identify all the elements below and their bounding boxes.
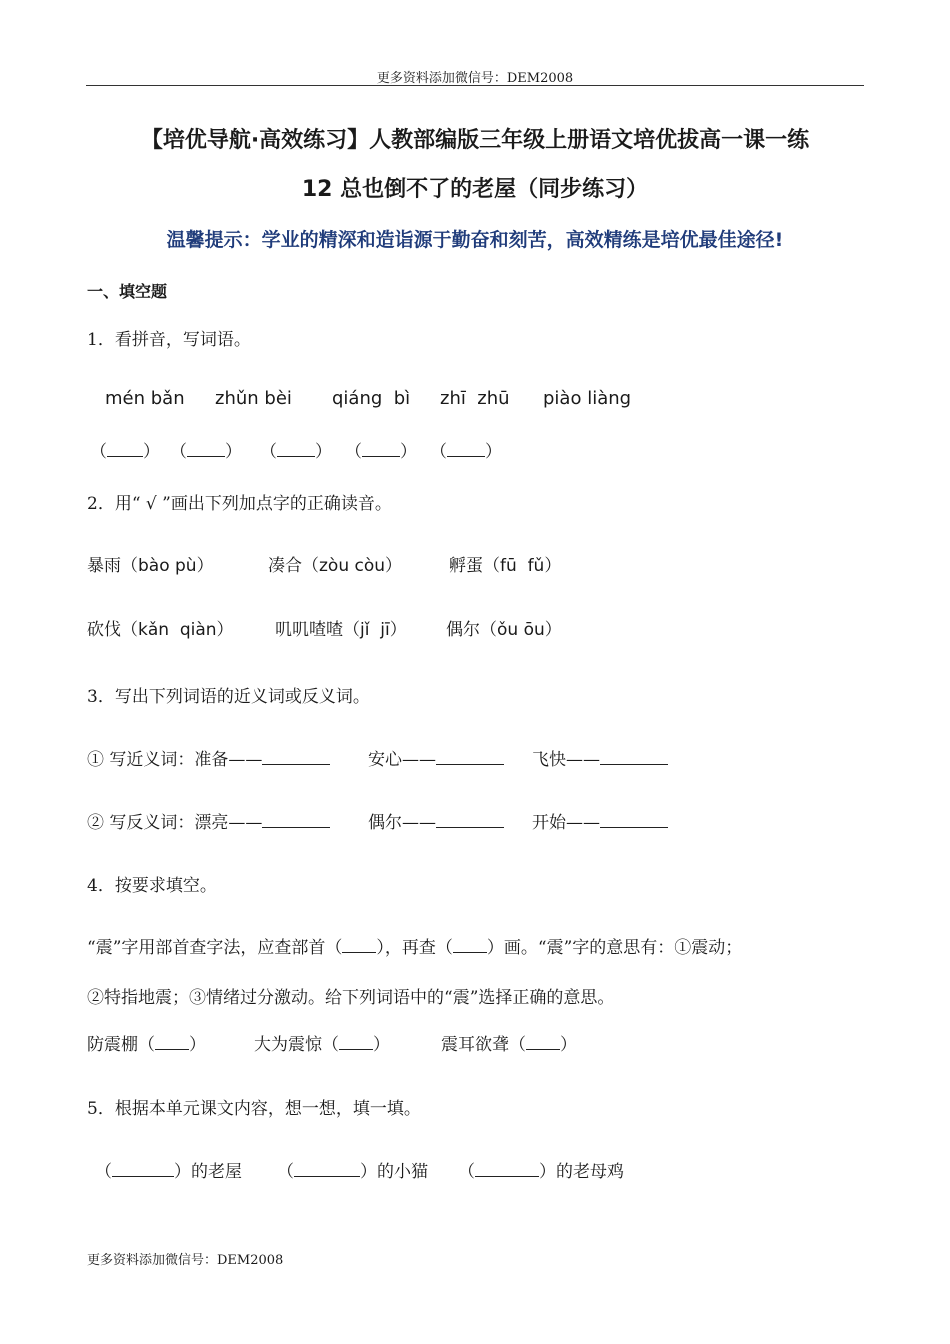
answer-line[interactable]: [436, 813, 504, 828]
row-label: ② 写反义词：: [87, 813, 195, 833]
answer-line[interactable]: [436, 750, 504, 765]
blank-line[interactable]: [187, 442, 225, 457]
close-paren: ）: [143, 442, 160, 462]
text-segment: ），再查（: [376, 938, 453, 958]
close-paren: ）: [373, 1035, 390, 1055]
fill-blank[interactable]: [475, 1162, 539, 1177]
synonym-item: [368, 745, 504, 770]
pinyin-1: mén bǎn: [105, 388, 185, 409]
fill-item: [95, 1157, 242, 1182]
item-word: 孵蛋: [449, 556, 483, 576]
word-prompt: 飞快——: [532, 750, 600, 770]
answer-line[interactable]: [600, 750, 668, 765]
close-paren: ）: [485, 442, 502, 462]
item-pinyin[interactable]: （kǎn qiàn）: [121, 620, 234, 640]
reading-item: [87, 615, 234, 640]
close-paren: ）: [315, 442, 332, 462]
meaning-blank[interactable]: [155, 1035, 189, 1050]
pinyin-5: piào liàng: [543, 388, 632, 409]
meaning-item: [441, 1030, 577, 1055]
reading-item: [268, 551, 402, 576]
synonym-item: [532, 745, 668, 770]
answer-blank-5[interactable]: [430, 437, 502, 462]
header-divider: [86, 85, 864, 86]
close-paren: ）: [225, 442, 242, 462]
section-heading: 一、填空题: [87, 282, 168, 301]
answer-blank-1[interactable]: [90, 437, 160, 462]
question-4-line2: ②特指地震；③情绪过分激动。给下列词语中的“震”选择正确的意思。: [87, 988, 615, 1008]
item-word: 砍伐: [87, 620, 121, 640]
answer-blank-2[interactable]: [170, 437, 242, 462]
reading-item: [446, 615, 562, 640]
item-word: 叽叽喳喳: [275, 620, 343, 640]
meaning-item: [254, 1030, 390, 1055]
answer-line[interactable]: [262, 813, 330, 828]
meaning-blank[interactable]: [526, 1035, 560, 1050]
open-paren: （: [95, 1162, 112, 1182]
answer-line[interactable]: [262, 750, 330, 765]
reading-item: [87, 551, 214, 576]
item-pinyin[interactable]: （fū fǔ）: [483, 556, 562, 576]
item-word: 暴雨: [87, 556, 121, 576]
pinyin-4: zhī zhū: [440, 388, 510, 409]
open-paren: （: [170, 442, 187, 462]
item-pinyin[interactable]: （zòu còu）: [302, 556, 403, 576]
item-word: 震耳欲聋（: [441, 1035, 526, 1055]
radical-blank[interactable]: [342, 938, 376, 953]
item-word: 凑合: [268, 556, 302, 576]
antonym-row: [87, 808, 330, 833]
strokes-blank[interactable]: [453, 938, 487, 953]
item-text: ）的老屋: [174, 1162, 242, 1182]
question-4-prompt: 4．按要求填空。: [87, 876, 217, 896]
fill-item: [277, 1157, 428, 1182]
close-paren: ）: [560, 1035, 577, 1055]
close-paren: ）: [400, 442, 417, 462]
item-pinyin[interactable]: （bào pù）: [121, 556, 214, 576]
text-segment: ）画。“震”字的意思有：①震动；: [486, 938, 743, 958]
text-segment: “震”字用部首查字法，应查部首（: [87, 938, 343, 958]
meaning-item: [87, 1030, 206, 1055]
open-paren: （: [430, 442, 447, 462]
row-label: ① 写近义词：: [87, 750, 195, 770]
blank-line[interactable]: [362, 442, 400, 457]
answer-blank-3[interactable]: [260, 437, 332, 462]
meaning-blank[interactable]: [339, 1035, 373, 1050]
page-title-line2: 12 总也倒不了的老屋（同步练习）: [301, 177, 649, 202]
page-title-line1: 【培优导航·高效练习】人教部编版三年级上册语文培优拔高一课一练: [140, 128, 810, 153]
synonym-row: [87, 745, 330, 770]
word-prompt: 漂亮——: [194, 813, 263, 833]
open-paren: （: [90, 442, 107, 462]
item-text: ）的小猫: [360, 1162, 428, 1182]
blank-line[interactable]: [447, 442, 485, 457]
item-pinyin[interactable]: （jǐ jī）: [343, 620, 407, 640]
question-1-prompt: 1．看拼音，写词语。: [87, 330, 251, 350]
page-header: 更多资料添加微信号：DEM2008: [376, 71, 574, 86]
close-paren: ）: [189, 1035, 206, 1055]
open-paren: （: [260, 442, 277, 462]
tip-banner: 温馨提示：学业的精深和造诣源于勤奋和刻苦，高效精练是培优最佳途径!: [166, 229, 784, 251]
question-2-prompt: 2．用“ √ ”画出下列加点字的正确读音。: [87, 494, 392, 514]
item-text: ）的老母鸡: [539, 1162, 624, 1182]
answer-line[interactable]: [600, 813, 668, 828]
open-paren: （: [458, 1162, 475, 1182]
question-3-prompt: 3．写出下列词语的近义词或反义词。: [87, 687, 370, 707]
reading-item: [275, 615, 407, 640]
fill-blank[interactable]: [112, 1162, 174, 1177]
answer-blank-4[interactable]: [345, 437, 417, 462]
item-pinyin[interactable]: （ǒu ōu）: [480, 620, 562, 640]
pinyin-2: zhǔn bèi: [215, 388, 292, 409]
word-prompt: 开始——: [532, 813, 600, 833]
blank-line[interactable]: [277, 442, 315, 457]
fill-blank[interactable]: [294, 1162, 360, 1177]
item-word: 大为震惊（: [254, 1035, 339, 1055]
antonym-item: [532, 808, 668, 833]
question-5-prompt: 5．根据本单元课文内容，想一想，填一填。: [87, 1099, 421, 1119]
item-word: 防震棚（: [87, 1035, 155, 1055]
word-prompt: 安心——: [368, 750, 436, 770]
open-paren: （: [277, 1162, 294, 1182]
reading-item: [449, 551, 561, 576]
item-word: 偶尔: [446, 620, 480, 640]
word-prompt: 准备——: [194, 750, 263, 770]
antonym-item: [368, 808, 504, 833]
word-prompt: 偶尔——: [368, 813, 436, 833]
pinyin-3: qiáng bì: [332, 388, 411, 409]
blank-line[interactable]: [107, 442, 143, 457]
question-4-line1: [87, 933, 742, 958]
page-footer: 更多资料添加微信号：DEM2008: [87, 1253, 284, 1268]
fill-item: [458, 1157, 624, 1182]
open-paren: （: [345, 442, 362, 462]
